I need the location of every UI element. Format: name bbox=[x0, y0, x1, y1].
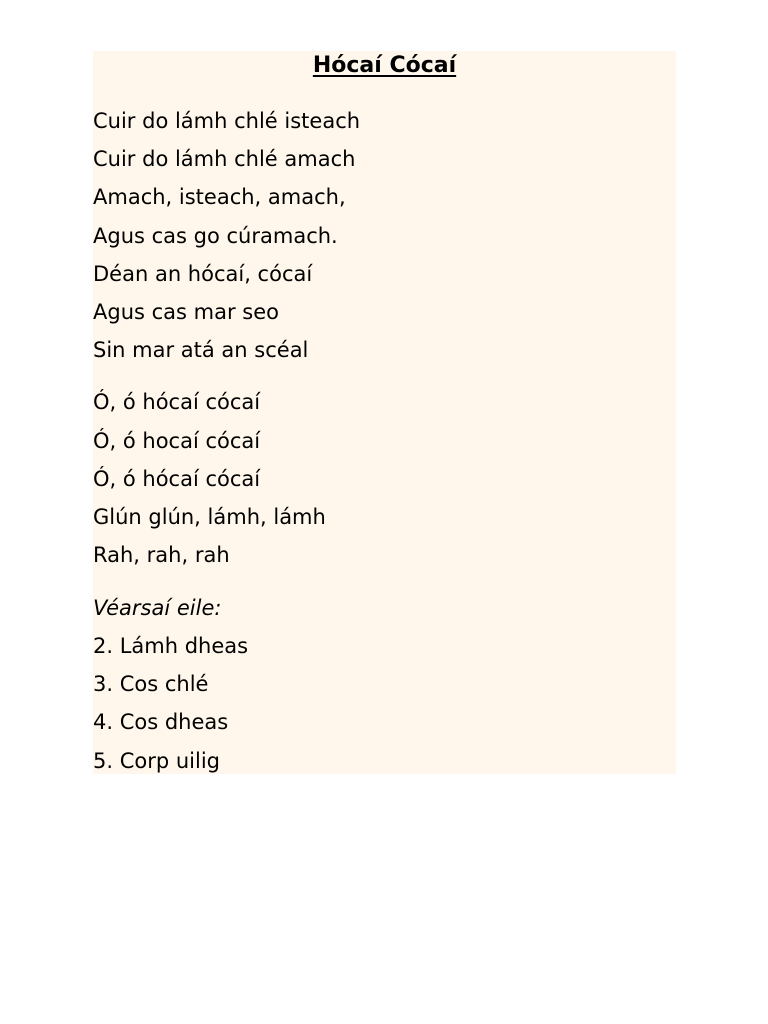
song-title: Hócaí Cócaí bbox=[312, 53, 457, 78]
chorus-line: Ó, ó hocaí cócaí bbox=[93, 429, 261, 453]
chorus-line: Glún glún, lámh, lámh bbox=[93, 505, 326, 529]
other-verse-item: 5. Corp uilig bbox=[93, 749, 221, 773]
lyrics-sheet bbox=[93, 51, 676, 774]
verse-line: Agus cas mar seo bbox=[93, 300, 279, 324]
verse-line: Amach, isteach, amach, bbox=[93, 185, 346, 209]
other-verse-item: 2. Lámh dheas bbox=[93, 634, 249, 658]
other-verses-heading: Véarsaí eile: bbox=[93, 596, 222, 620]
chorus-line: Rah, rah, rah bbox=[93, 543, 230, 567]
other-verse-item: 4. Cos dheas bbox=[93, 710, 229, 734]
verse-line: Déan an hócaí, cócaí bbox=[93, 262, 313, 286]
verse-line: Cuir do lámh chlé isteach bbox=[93, 109, 361, 133]
verse-line: Agus cas go cúramach. bbox=[93, 224, 338, 248]
other-verse-item: 3. Cos chlé bbox=[93, 672, 209, 696]
chorus-line: Ó, ó hócaí cócaí bbox=[93, 390, 261, 414]
chorus-line: Ó, ó hócaí cócaí bbox=[93, 467, 261, 491]
verse-line: Sin mar atá an scéal bbox=[93, 338, 309, 362]
verse-line: Cuir do lámh chlé amach bbox=[93, 147, 356, 171]
